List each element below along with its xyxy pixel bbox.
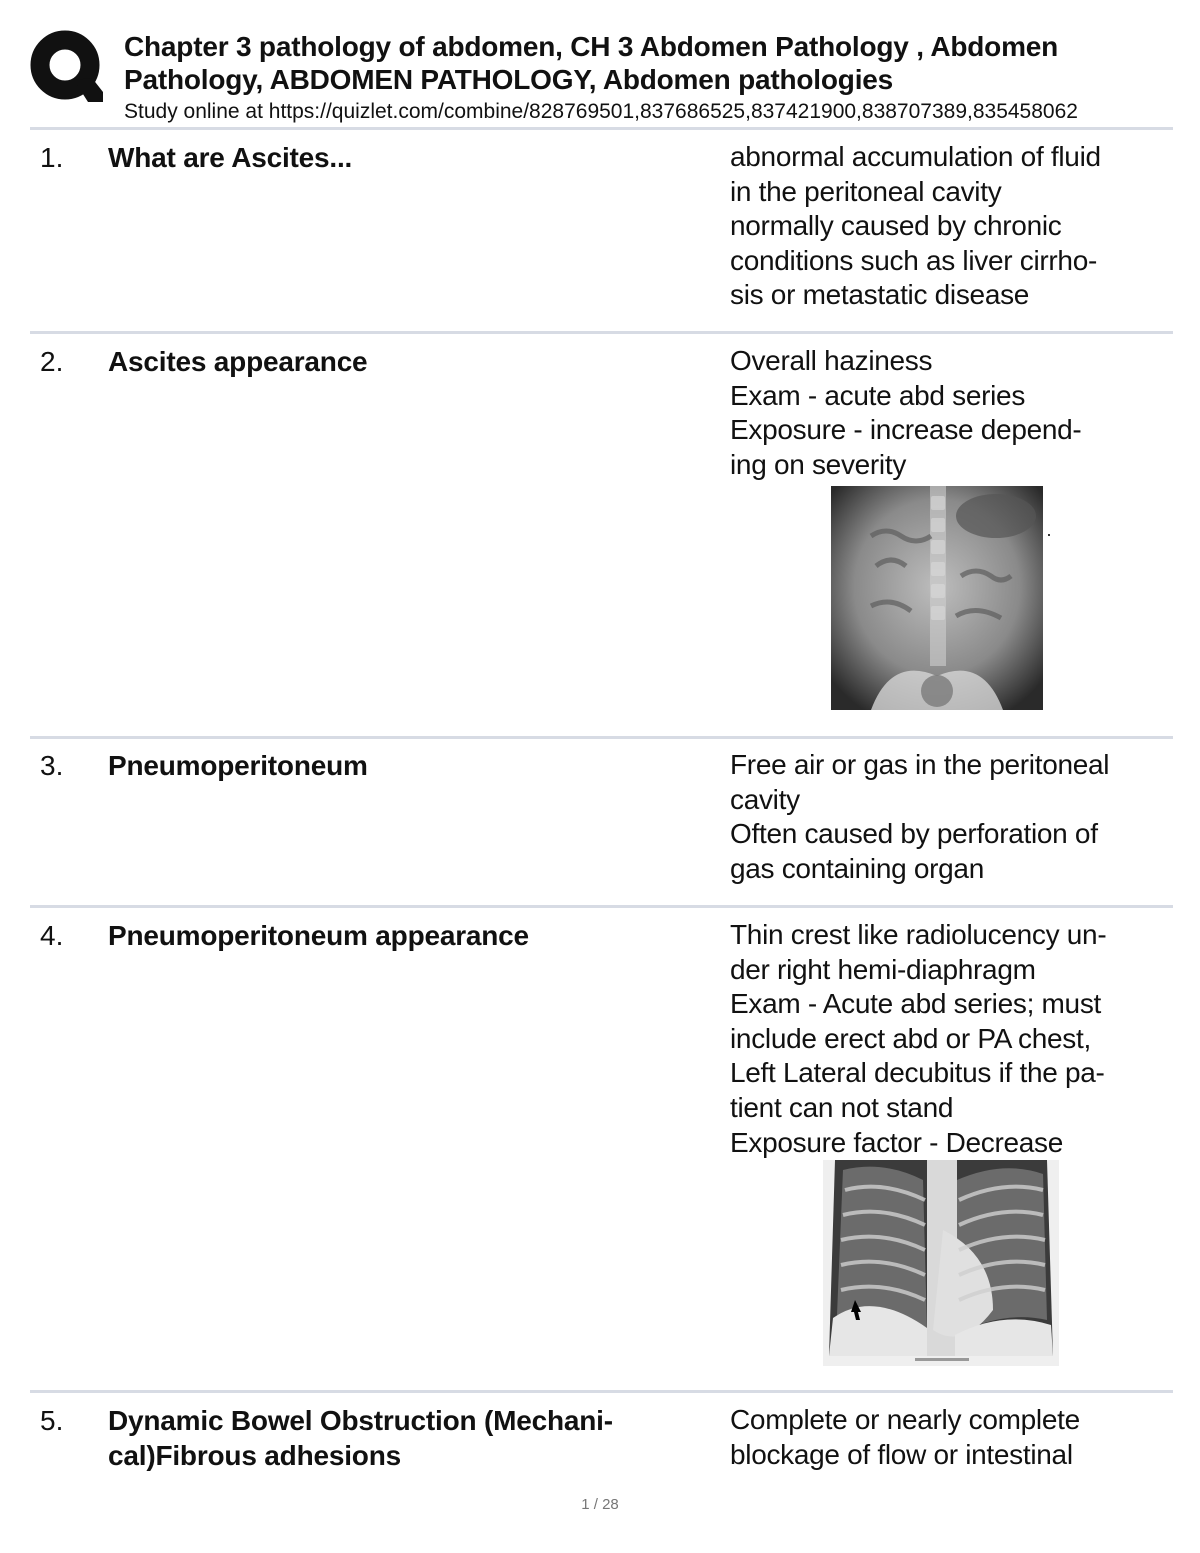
abdomen-xray-image	[831, 486, 1043, 710]
card-definition	[730, 140, 1170, 313]
definition-line: conditions such as liver cirrho-	[730, 244, 1097, 276]
quizlet-logo-icon	[30, 30, 104, 104]
definition-line: Thin crest like radiolucency un-	[730, 919, 1107, 950]
card-number: 1.	[40, 142, 64, 173]
definition-line: in the peritoneal cavity	[730, 175, 1002, 207]
definition-line: der right hemi-diaphragm	[730, 953, 1036, 985]
document-title: Chapter 3 pathology of abdomen, CH 3 Abdomen Pathology , Abdomen Pathology, ABDOMEN PATHOLOGY, Abdomen pathologies	[124, 31, 1059, 95]
card-definition	[730, 344, 1170, 482]
definition-line: sis or metastatic disease	[730, 279, 1030, 311]
definition-line: normally caused by chronic	[730, 210, 1062, 242]
card-number: 4.	[40, 920, 64, 951]
definition-line: Exam - Acute abd series; must	[730, 988, 1102, 1020]
card-definition	[730, 748, 1170, 886]
divider	[30, 1390, 1173, 1393]
card-term: Pneumoperitoneum appearance	[108, 920, 529, 951]
definition-line: Exam - acute abd series	[730, 379, 1026, 411]
definition-line: Left Lateral decubitus if the pa-	[730, 1057, 1105, 1089]
divider	[30, 736, 1173, 739]
chest-xray-image	[823, 1160, 1059, 1366]
definition-line: Complete or nearly complete	[730, 1404, 1080, 1435]
definition-line: gas containing organ	[730, 852, 984, 884]
divider	[30, 905, 1173, 908]
definition-line: Overall haziness	[730, 345, 933, 376]
definition-line: cavity	[730, 783, 800, 815]
card-definition	[730, 918, 1170, 1160]
definition-line: abnormal accumulation of fluid	[730, 141, 1101, 172]
stray-mark: ·	[1046, 524, 1052, 544]
definition-line: Exposure factor - Decrease	[730, 1126, 1064, 1158]
card-number: 5.	[40, 1405, 64, 1436]
card-term: What are Ascites...	[108, 142, 353, 173]
definition-line: ing on severity	[730, 448, 907, 480]
card-term: Dynamic Bowel Obstruction (Mechani-cal)Fibrous adhesions	[108, 1405, 613, 1471]
card-term: Ascites appearance	[108, 346, 368, 377]
definition-line: Often caused by perforation of	[730, 818, 1098, 850]
study-online-link[interactable]: Study online at https://quizlet.com/combine/828769501,837686525,837421900,838707389,835458062	[124, 100, 1078, 123]
definition-line: tient can not stand	[730, 1091, 954, 1123]
definition-line: Exposure - increase depend-	[730, 414, 1082, 446]
divider	[30, 127, 1173, 130]
definition-line: include erect abd or PA chest,	[730, 1022, 1091, 1054]
definition-line: blockage of flow or intestinal	[730, 1438, 1073, 1470]
card-number: 2.	[40, 346, 64, 377]
card-term: Pneumoperitoneum	[108, 750, 368, 781]
definition-line: Free air or gas in the peritoneal	[730, 749, 1110, 780]
card-definition	[730, 1403, 1170, 1472]
page-indicator: 1 / 28	[581, 1496, 619, 1513]
card-number: 3.	[40, 750, 64, 781]
divider	[30, 331, 1173, 334]
